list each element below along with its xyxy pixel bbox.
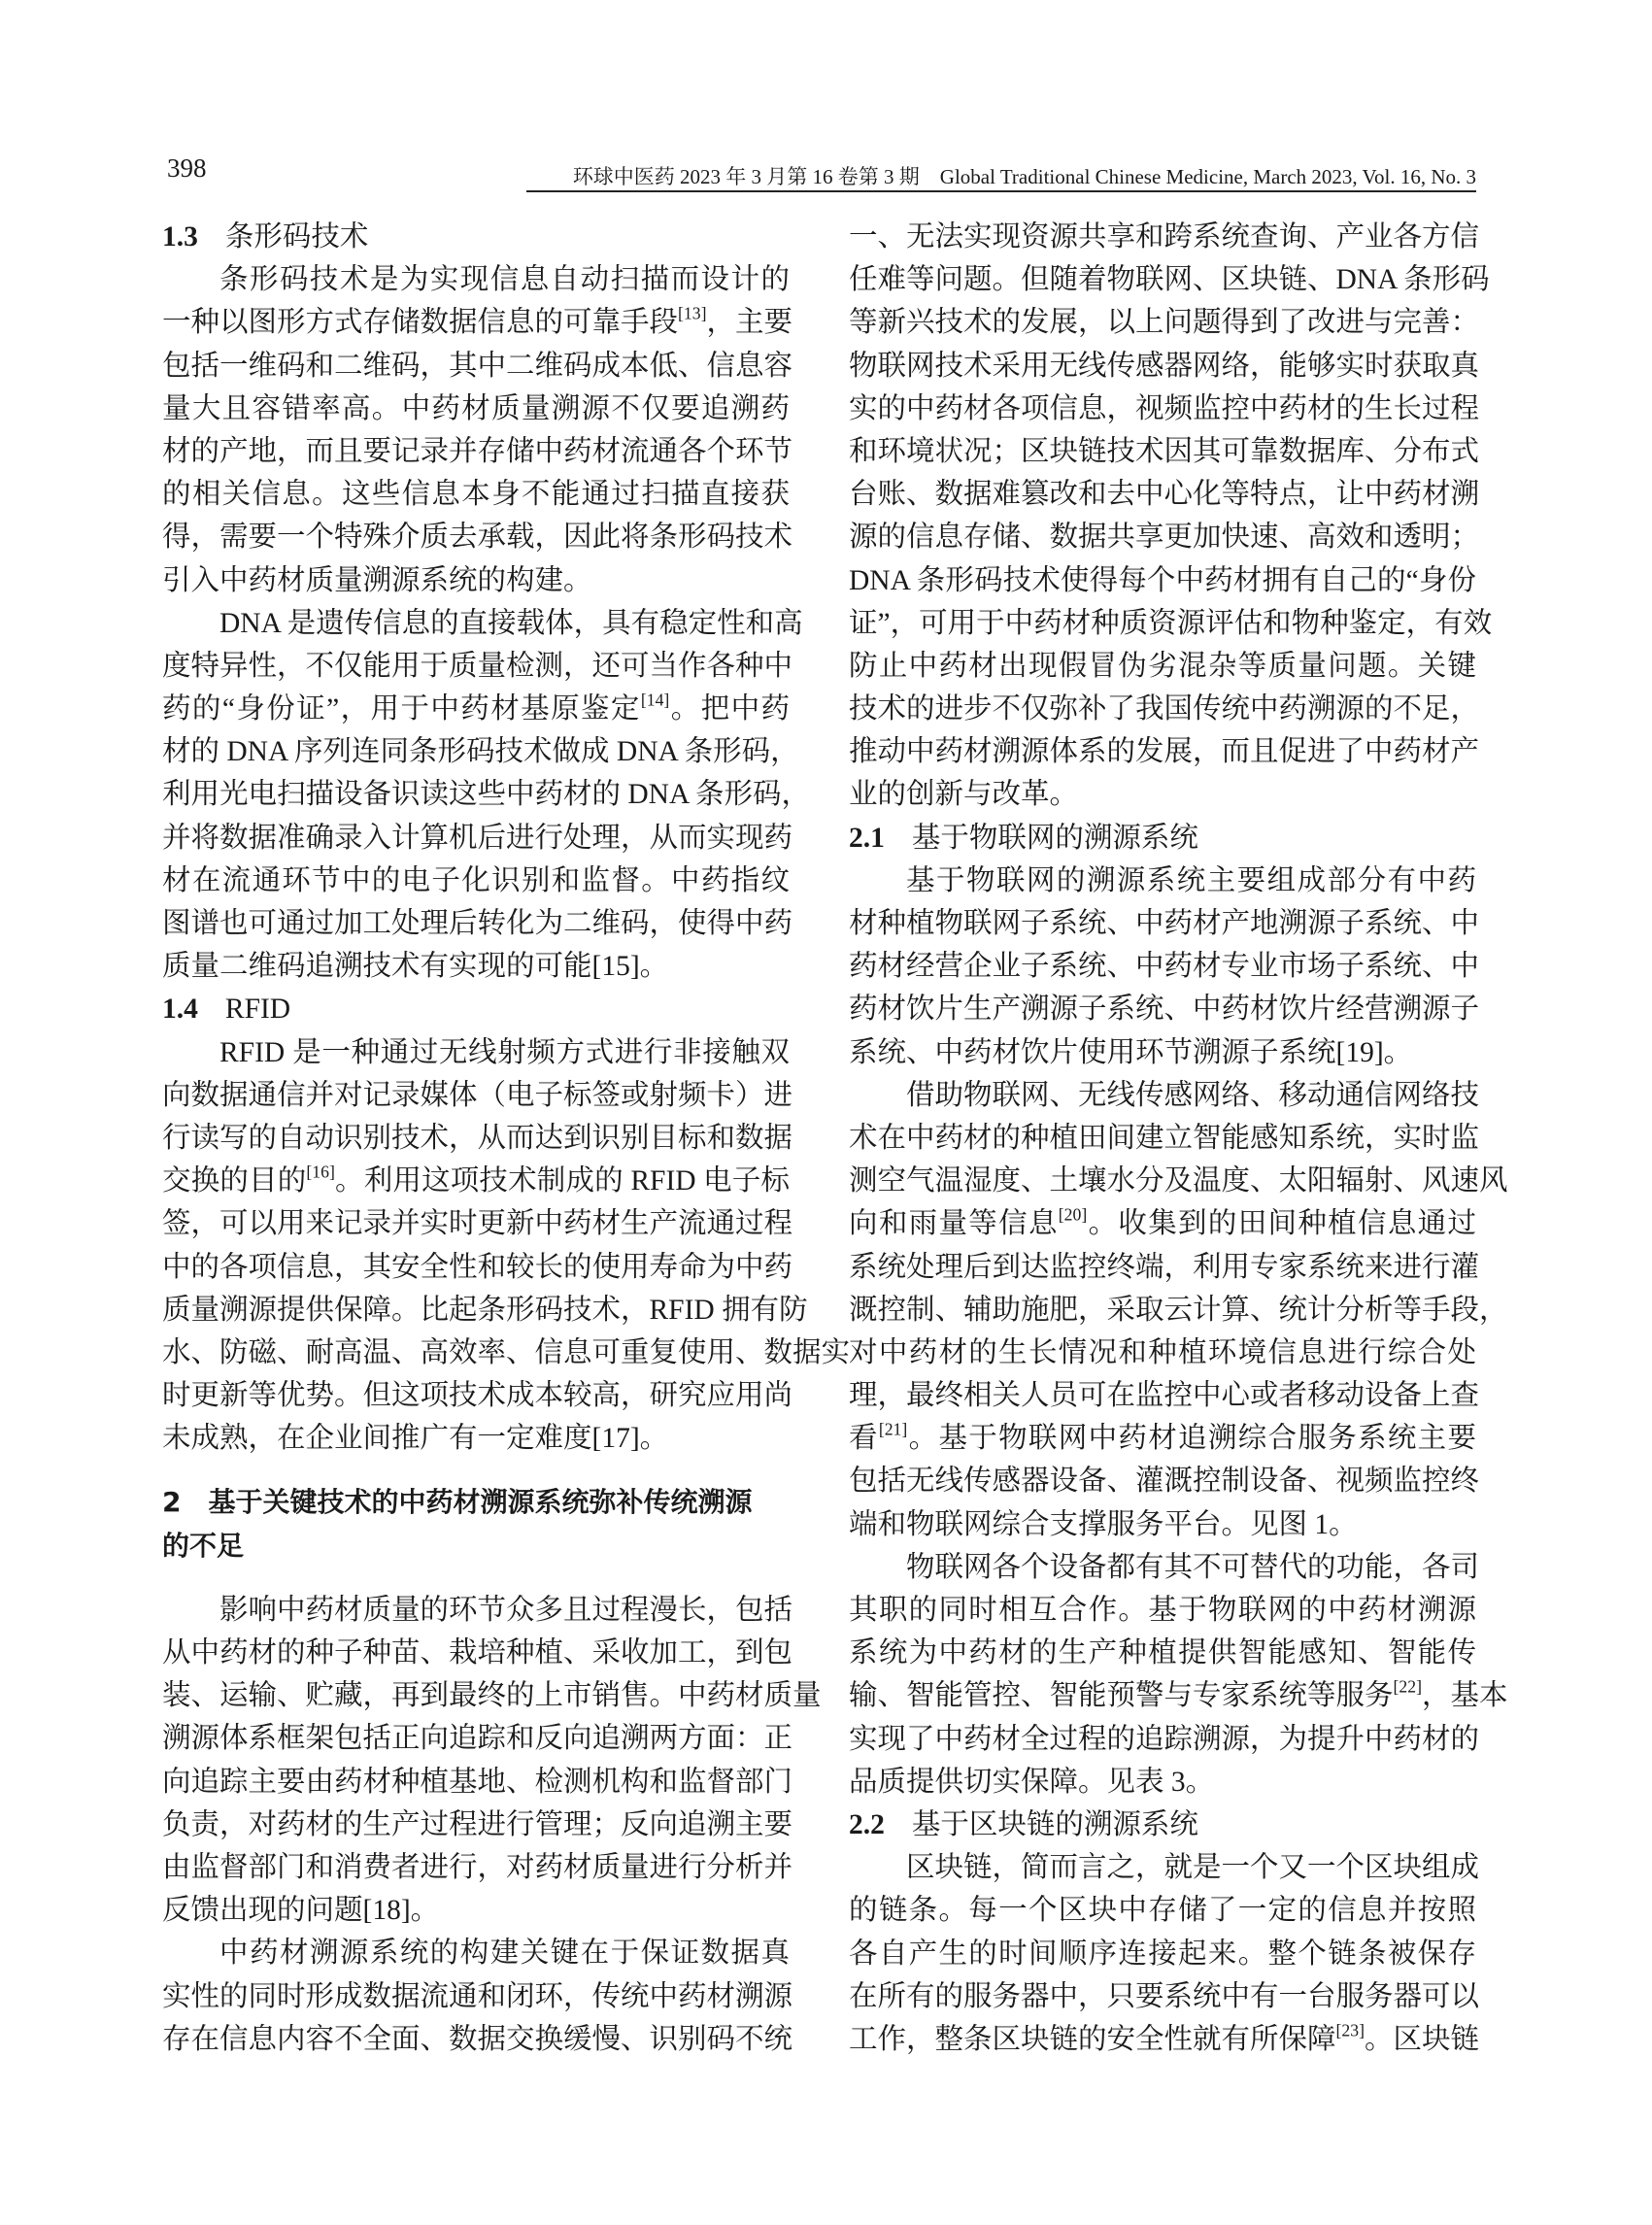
text-line: 时更新等优势。但这项技术成本较高，研究应用尚 <box>162 1380 793 1412</box>
running-header: 环球中医药 2023 年 3 月第 16 卷第 3 期 Global Traditional Chinese Medicine, March 2023, Vol. 16, No. 3 <box>572 165 1476 188</box>
text-line: 区块链，简而言之，就是一个又一个区块组成 <box>906 1852 1480 1884</box>
text-line: 药材饮片生产溯源子系统、中药材饮片经营溯源子 <box>849 994 1480 1026</box>
text-line: 材的产地，而且要记录并存储中药材流通各个环节 <box>162 435 793 467</box>
right-column <box>849 216 1508 2061</box>
section-number: 2.1 <box>849 822 885 854</box>
text-line: 包括一维码和二维码，其中二维码成本低、信息容 <box>162 350 793 382</box>
text-line: 工作，整条区块链的安全性就有所保障[23]。区块链 <box>849 2020 1479 2055</box>
citation-ref: [13] <box>678 304 707 323</box>
heading-line <box>849 1804 1476 1846</box>
text-line: 实的中药材各项信息，视频监控中药材的生长过程 <box>849 392 1480 424</box>
text-line: 质量溯源提供保障。比起条形码技术，RFID 拥有防 <box>162 1294 808 1326</box>
text-line: 看[21]。基于物联网中药材追溯综合服务系统主要 <box>849 1419 1476 1455</box>
paragraph <box>162 1589 822 1933</box>
text-line: 各自产生的时间顺序连接起来。整个链条被保存 <box>849 1938 1476 1970</box>
text-line: 向和雨量等信息[20]。收集到的田间种植信息通过 <box>849 1204 1476 1240</box>
text-line: 系统、中药材饮片使用环节溯源子系统[19]。 <box>849 1036 1413 1068</box>
text-line: 证”，可用于中药材种质资源评估和物种鉴定，有效 <box>849 607 1493 639</box>
text-line: 等新兴技术的发展，以上问题得到了改进与完善： <box>849 307 1480 339</box>
text-line: 业的创新与改革。 <box>849 779 1079 811</box>
text-line: 和环境状况；区块链技术因其可靠数据库、分布式 <box>849 435 1480 467</box>
text-line: 存在信息内容不全面、数据交换缓慢、识别码不统 <box>162 2023 793 2055</box>
text-line: 中的各项信息，其安全性和较长的使用寿命为中药 <box>162 1251 793 1283</box>
citation-ref: [23] <box>1335 2020 1365 2040</box>
text-line: 其职的同时相互合作。基于物联网的中药材溯源 <box>849 1595 1476 1626</box>
paragraph <box>849 1546 1508 1804</box>
text-line: 2 基于关键技术的中药材溯源系统弥补传统溯源 <box>162 1486 753 1519</box>
text-line: 负责，对药材的生产过程进行管理；反向追溯主要 <box>162 1808 793 1840</box>
text-line: 材在流通环节中的电子化识别和监督。中药指纹 <box>162 864 790 896</box>
text-line: 度特异性，不仅能用于质量检测，还可当作各种中 <box>162 650 793 682</box>
text-line: 影响中药材质量的环节众多且过程漫长，包括 <box>219 1594 793 1626</box>
text-line: 溉控制、辅助施肥，采取云计算、统计分析等手段， <box>849 1294 1508 1326</box>
text-line: 材的 DNA 序列连同条形码技术做成 DNA 条形码， <box>162 736 799 768</box>
text-line: 图谱也可通过加工处理后转化为二维码，使得中药 <box>162 908 793 939</box>
text-line: 的链条。每一个区块中存储了一定的信息并按照 <box>849 1895 1476 1927</box>
text-line: 防止中药材出现假冒伪劣混杂等质量问题。关键 <box>849 650 1476 682</box>
text-line: 台账、数据难篡改和去中心化等特点，让中药材溯 <box>849 479 1480 511</box>
paragraph <box>162 1031 851 1461</box>
subsection-heading <box>162 988 790 1030</box>
text-line: 一、无法实现资源共享和跨系统查询、产业各方信 <box>849 221 1480 253</box>
citation-ref: [16] <box>306 1162 335 1182</box>
text-line: 从中药材的种子种苗、栽培种植、采收加工，到包 <box>162 1637 793 1669</box>
text-line: DNA 条形码技术使得每个中药材拥有自己的“身份 <box>849 564 1476 596</box>
text-line: 实现了中药材全过程的追踪溯源，为提升中药材的 <box>849 1723 1480 1755</box>
text-line: 量大且容错率高。中药材质量溯源不仅要追溯药 <box>162 392 790 424</box>
text-line: 任难等问题。但随着物联网、区块链、DNA 条形码 <box>849 264 1490 296</box>
text-line: 推动中药材溯源体系的发展，而且促进了中药材产 <box>849 736 1480 768</box>
text-line: 溯源体系框架包括正向追踪和反向追溯两方面：正 <box>162 1723 793 1755</box>
text-line: 包括无线传感器设备、灌溉控制设备、视频监控终 <box>849 1466 1480 1498</box>
text-line: 在所有的服务器中，只要系统中有一台服务器可以 <box>849 1980 1480 2012</box>
heading-line <box>849 817 1476 860</box>
heading-line <box>162 216 790 258</box>
text-line: 利用光电扫描设备识读这些中药材的 DNA 条形码， <box>162 779 811 811</box>
text-line: RFID 是一种通过无线射频方式进行非接触双 <box>219 1036 790 1068</box>
text-line: 系统处理后到达监控终端，利用专家系统来进行灌 <box>849 1251 1480 1283</box>
section-title: RFID <box>224 994 291 1026</box>
heading-line <box>162 988 790 1030</box>
text-line: 一种以图形方式存储数据信息的可靠手段[13]，主要 <box>162 304 792 339</box>
text-line: 系统为中药材的生产种植提供智能感知、智能传 <box>849 1637 1476 1669</box>
section-number: 2.2 <box>849 1808 885 1840</box>
page-number: 398 <box>167 153 207 183</box>
text-line: 材种植物联网子系统、中药材产地溯源子系统、中 <box>849 908 1480 939</box>
text-line: 中药材溯源系统的构建关键在于保证数据真 <box>219 1938 790 1970</box>
section-title: 条形码技术 <box>224 221 369 253</box>
text-line: 由监督部门和消费者进行，对药材质量进行分析并 <box>162 1851 793 1883</box>
text-line: 引入中药材质量溯源系统的构建。 <box>162 564 592 596</box>
text-line: 条形码技术是为实现信息自动扫描而设计的 <box>219 264 790 296</box>
text-line: 技术的进步不仅弥补了我国传统中药溯源的不足， <box>849 693 1480 725</box>
text-line: 装、运输、贮藏，再到最终的上市销售。中药材质量 <box>162 1680 822 1712</box>
text-line: 药的“身份证”，用于中药材基原鉴定[14]。把中药 <box>162 690 790 725</box>
paragraph <box>849 1846 1480 2061</box>
text-line: 的不足 <box>162 1529 245 1562</box>
text-line: 物联网各个设备都有其不可替代的功能，各司 <box>906 1551 1480 1583</box>
paragraph <box>162 258 793 602</box>
left-column <box>162 216 851 2061</box>
text-line: 输、智能管控、智能预警与专家系统等服务[22]，基本 <box>849 1677 1508 1712</box>
section-number: 1.4 <box>162 994 198 1026</box>
section-title: 基于物联网的溯源系统 <box>911 822 1198 854</box>
text-line: 药材经营企业子系统、中药材专业市场子系统、中 <box>849 951 1480 983</box>
text-line: 得，需要一个特殊介质去承载，因此将条形码技术 <box>162 522 793 554</box>
citation-ref: [20] <box>1058 1204 1088 1225</box>
section-heading <box>162 1481 790 1567</box>
text-line: 端和物联网综合支撑服务平台。见图 1。 <box>849 1508 1358 1540</box>
section-number: 1.3 <box>162 221 198 253</box>
paragraph <box>162 602 811 989</box>
text-line: 并将数据准确录入计算机后进行处理，从而实现药 <box>162 822 793 854</box>
subsection-heading <box>849 817 1476 860</box>
text-line: 签，可以用来记录并实时更新中药材生产流通过程 <box>162 1208 793 1240</box>
text-line: 行读写的自动识别技术，从而达到识别目标和数据 <box>162 1122 793 1154</box>
text-line: 向数据通信并对记录媒体（电子标签或射频卡）进 <box>162 1079 793 1111</box>
text-line: 理，最终相关人员可在监控中心或者移动设备上查 <box>849 1380 1480 1412</box>
text-line: 借助物联网、无线传感网络、移动通信网络技 <box>906 1079 1480 1111</box>
text-line: 品质提供切实保障。见表 3。 <box>849 1766 1215 1798</box>
text-line: 实性的同时形成数据流通和闭环，传统中药材溯源 <box>162 1980 793 2012</box>
text-line: 向追踪主要由药材种植基地、检测机构和监督部门 <box>162 1766 793 1798</box>
text-line: 质量二维码追溯技术有实现的可能[15]。 <box>162 951 669 983</box>
subsection-heading <box>162 216 790 258</box>
text-line: 对中药材的生长情况和种植环境信息进行综合处 <box>849 1336 1476 1368</box>
subsection-heading <box>849 1804 1476 1846</box>
text-line: 测空气温湿度、土壤水分及温度、太阳辐射、风速风 <box>849 1165 1508 1197</box>
text-line: DNA 是遗传信息的直接载体，具有稳定性和高 <box>219 607 803 639</box>
citation-ref: [22] <box>1393 1677 1422 1697</box>
text-line: 反馈出现的问题[18]。 <box>162 1895 440 1927</box>
paragraph <box>849 860 1480 1074</box>
section-title: 基于区块链的溯源系统 <box>911 1808 1198 1840</box>
text-line: 未成熟，在企业间推广有一定难度[17]。 <box>162 1423 669 1455</box>
paragraph <box>849 216 1493 817</box>
text-line: 基于物联网的溯源系统主要组成部分有中药 <box>906 864 1476 896</box>
text-line: 术在中药材的种植田间建立智能感知系统，实时监 <box>849 1122 1480 1154</box>
paragraph <box>849 1074 1508 1546</box>
text-line: 水、防磁、耐高温、高效率、信息可重复使用、数据实 <box>162 1336 851 1368</box>
paragraph <box>162 1932 793 2061</box>
text-line: 的相关信息。这些信息本身不能通过扫描直接获 <box>162 479 790 511</box>
text-line: 源的信息存储、数据共享更加快速、高效和透明； <box>849 522 1480 554</box>
citation-ref: [21] <box>878 1419 908 1439</box>
text-line: 交换的目的[16]。利用这项技术制成的 RFID 电子标 <box>162 1162 790 1197</box>
header-rule <box>526 190 1476 192</box>
citation-ref: [14] <box>640 690 670 710</box>
text-line: 物联网技术采用无线传感器网络，能够实时获取真 <box>849 350 1480 382</box>
